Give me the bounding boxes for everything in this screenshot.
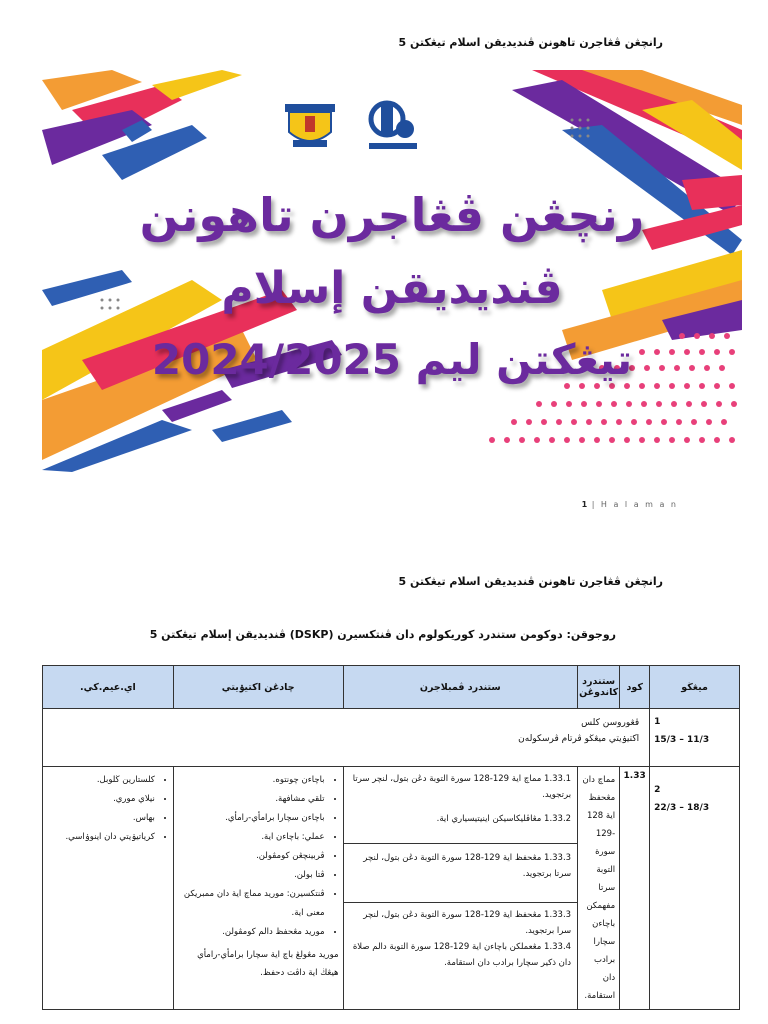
document-reference-title: روجوقن: دوکومن ستندرد کوريکولوم دان ڤنتکسيرن (DSKP) ڤنديديقن إسلام تيڠکتن 5 bbox=[149, 628, 616, 641]
list-item: • ڤتا بولن. bbox=[178, 866, 325, 885]
table-header-row bbox=[43, 666, 740, 709]
cover-title-line3 bbox=[42, 335, 742, 384]
cover-year: 2024/2025 bbox=[151, 335, 402, 384]
list-item: • موريد مڠحفظ دالم کومڤولن. bbox=[178, 923, 325, 942]
ekm-list bbox=[43, 767, 173, 851]
learning-standard-item: 1.33.3 مڠحفظ اية 129-128 سورة التوبة دڠن بتول، لنچر سرا برتجويد. bbox=[363, 910, 572, 936]
page-number: 1 bbox=[581, 500, 588, 509]
list-item: • کرياتيۏيتي دان اينوۏاسي. bbox=[47, 828, 155, 847]
page-label: | H a l a m a n bbox=[591, 500, 678, 509]
cover-title-line2: ڤنديديقن إسلام bbox=[221, 263, 563, 314]
agency-logo bbox=[367, 95, 419, 153]
activity-cell bbox=[173, 767, 343, 1010]
learning-standard-item: 1.33.1 مماچ اية 129-128 سورة التوبة دڠن بتول، لنچر سرتا برتجويد. bbox=[352, 774, 572, 800]
learning-standard-item: 1.33.4 مڠعملکن باچاءن اية 129-128 سورة التوبة دالم صلاة دان ذکير سچارا برادب دان استقامة. bbox=[352, 942, 572, 968]
header-code: کود bbox=[620, 666, 650, 709]
header-week: ميڠڬو bbox=[650, 666, 740, 709]
week-cell bbox=[650, 709, 740, 767]
page-footer bbox=[582, 500, 678, 509]
cover-image bbox=[42, 70, 742, 472]
list-item: • نيلاي موري. bbox=[47, 790, 155, 809]
activity-tail: موريد مڠولڠ باچ اية سچارا برامأي-رامأي هيڠڬ اية داڤت دحفظ. bbox=[197, 950, 339, 978]
lesson-plan-table bbox=[42, 665, 740, 1010]
list-item: • باچاءن سچارا برامأي-رامأي. bbox=[178, 809, 325, 828]
list-item: • تلقي مشافهة. bbox=[178, 790, 325, 809]
list-item: • بهاس. bbox=[47, 809, 155, 828]
intro-cell bbox=[43, 709, 650, 767]
school-crest-logo bbox=[279, 100, 341, 152]
list-item: • ڤنتکسيرن: موريد مماچ اية دان ممبريکن معنى اية. bbox=[178, 885, 325, 923]
week-cell bbox=[650, 767, 740, 1010]
week-number: 2 bbox=[654, 785, 661, 795]
list-item: • ڤربينچڠن کومڤولن. bbox=[178, 847, 325, 866]
list-item: • عملي: باچاءن اية. bbox=[178, 828, 325, 847]
header-learning-standard: ستندرد ڤمبلاجرن bbox=[343, 666, 578, 709]
code-cell: 1.33 bbox=[620, 767, 650, 1010]
first-week-activity-text: اکتيۏيتي ميڠڬو ڤرتام ڤرسکوله‌ن bbox=[518, 734, 640, 744]
page2-header: رانچڠن ڤڠاجرن تاهونن ڤنديديقن اسلام تيڠکتن 5 bbox=[398, 575, 663, 588]
list-item: • کلستارين ڬلوبل. bbox=[47, 771, 155, 790]
page-header: رانچڠن ڤڠاجرن تاهونن ڤنديديقن اسلام تيڠکتن 5 bbox=[398, 36, 663, 49]
week-number: 1 bbox=[654, 717, 661, 727]
learning-standard-block: 1.33.3 مڠحفظ اية 129-128 سورة التوبة دڠن بتول، لنچر سرتا برتجويد. bbox=[344, 844, 578, 903]
header-content-standard: ستندرد کاندوڠن bbox=[578, 666, 620, 709]
cover-title-level: تيڠکتن ليم bbox=[415, 335, 633, 384]
header-activity: چادڠن اکتيۏيتي bbox=[173, 666, 343, 709]
table-row bbox=[43, 709, 740, 767]
table-row bbox=[43, 767, 740, 1010]
learning-standard-item: 1.33.2 مڠاڤليکاسيکن اينيتيسياري اية. bbox=[436, 814, 572, 824]
cover-title-line1: رنچڠن ڤڠاجرن تاهونن bbox=[139, 188, 645, 242]
activity-list bbox=[174, 767, 343, 946]
learning-standard-cell bbox=[343, 767, 578, 1010]
learning-standard-block bbox=[344, 903, 578, 975]
content-standard-cell: مماچ دان مڠحفظ اية 128 -129 سورة التوبة سرتا مفهمکن باچاءن سچارا برادب دان استقامة. bbox=[578, 767, 620, 1010]
week-range: 11/3 – 15/3 bbox=[654, 735, 710, 745]
ekm-cell bbox=[43, 767, 174, 1010]
list-item: • باچاءن چونتوه. bbox=[178, 771, 325, 790]
week-range: 18/3 – 22/3 bbox=[654, 803, 710, 813]
learning-standard-block bbox=[344, 767, 578, 844]
header-ekm: اي.عيم.کي. bbox=[43, 666, 174, 709]
class-management-text: ڤڠوروسن کلس bbox=[581, 718, 640, 728]
